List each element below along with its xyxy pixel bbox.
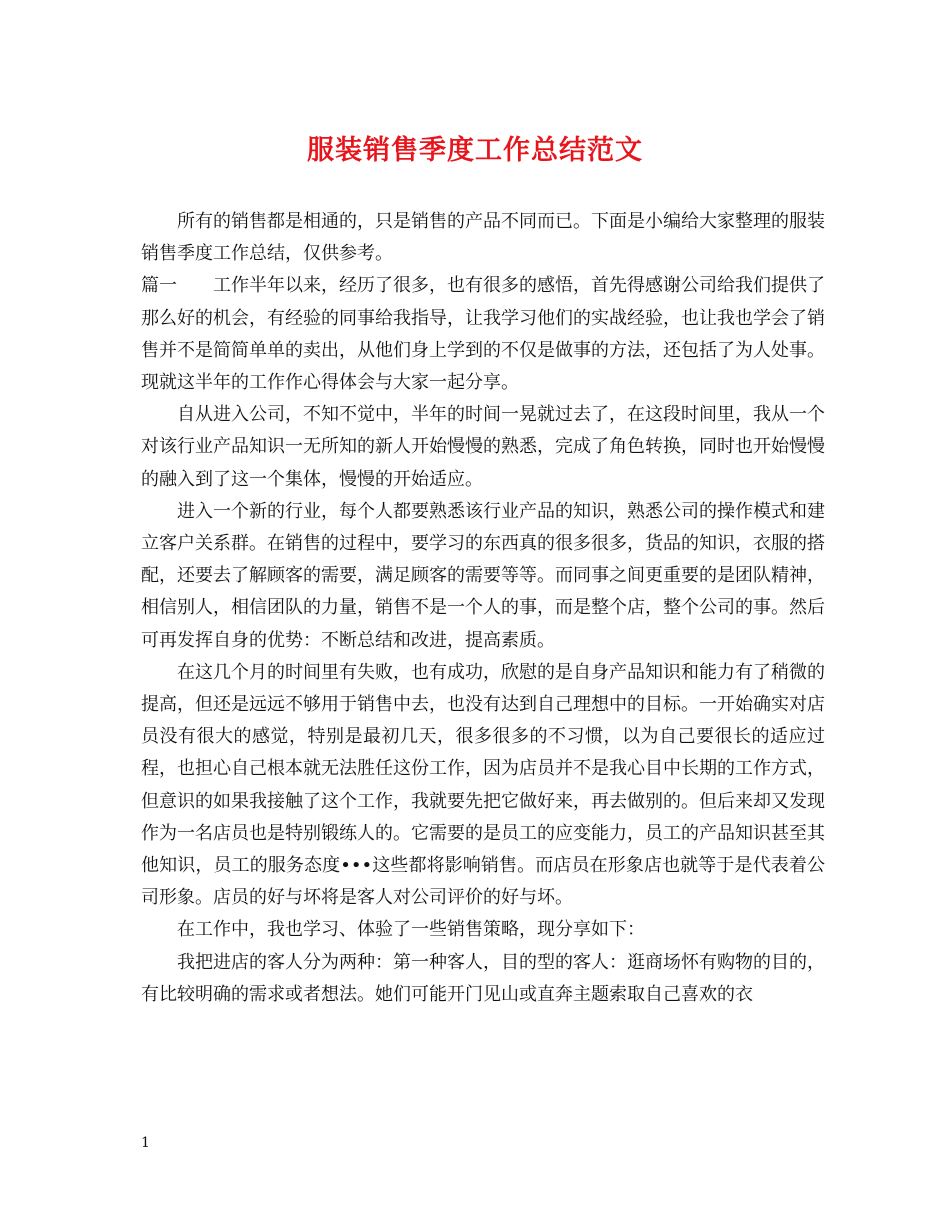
body-paragraph: 我把进店的客人分为两种：第一种客人，目的型的客人：逛商场怀有购物的目的，有比较明确的需求或者想法。她们可能开门见山或直奔主题索取自己喜欢的衣: [141, 951, 825, 1005]
section-label: 篇一: [141, 275, 177, 297]
intro-paragraph: 所有的销售都是相通的，只是销售的产品不同而已。下面是小编给大家整理的服装销售季度工作总结，仅供参考。: [141, 211, 825, 265]
section-first-text: 工作半年以来，经历了很多，也有很多的感悟，首先得感谢公司给我们提供了那么好的机会，有经验的同事给我指导，让我学习他们的实战经验，也让我也学会了销售并不是简简单单的卖出，从他们身上学到的不仅是做事的方法，还包括了为人处事。现就这半年的工作作心得体会与大家一起分享。: [141, 275, 825, 394]
page-number: 1: [141, 1135, 150, 1151]
section-paragraph: [141, 270, 825, 399]
body-paragraph: 在这几个月的时间里有失败，也有成功，欣慰的是自身产品知识和能力有了稍微的提高，但还是远远不够用于销售中去，也没有达到自己理想中的目标。一开始确实对店员没有很大的感觉，特别是最初几天，很多很多的不习惯，以为自己要很长的适应过程，也担心自己根本就无法胜任这份工作，因为店员并不是我心目中长期的工作方式，但意识的如果我接触了这个工作，我就要先把它做好来，再去做别的。但后来却又发现作为一名店员也是特别锻练人的。它需要的是员工的应变能力，员工的产品知识甚至其他知识，员工的服务态度•••这些都将影响销售。而店员在形象店也就等于是代表着公司形象。店员的好与坏将是客人对公司评价的好与坏。: [141, 661, 825, 909]
document-body: [141, 206, 825, 1011]
body-paragraph: 进入一个新的行业，每个人都要熟悉该行业产品的知识，熟悉公司的操作模式和建立客户关系群。在销售的过程中，要学习的东西真的很多很多，货品的知识，衣服的搭配，还要去了解顾客的需要，满足顾客的需要等等。而同事之间更重要的是团队精神，相信别人，相信团队的力量，销售不是一个人的事，而是整个店，整个公司的事。然后可再发挥自身的优势：不断总结和改进，提高素质。: [141, 500, 825, 651]
body-paragraph: 在工作中，我也学习、体验了一些销售策略，现分享如下：: [177, 919, 645, 941]
document-title: 服装销售季度工作总结范文: [307, 135, 643, 166]
body-paragraph: 自从进入公司，不知不觉中，半年的时间一晃就过去了，在这段时间里，我从一个对该行业产品知识一无所知的新人开始慢慢的熟悉，完成了角色转换，同时也开始慢慢的融入到了这一个集体，慢慢的开始适应。: [141, 404, 825, 490]
